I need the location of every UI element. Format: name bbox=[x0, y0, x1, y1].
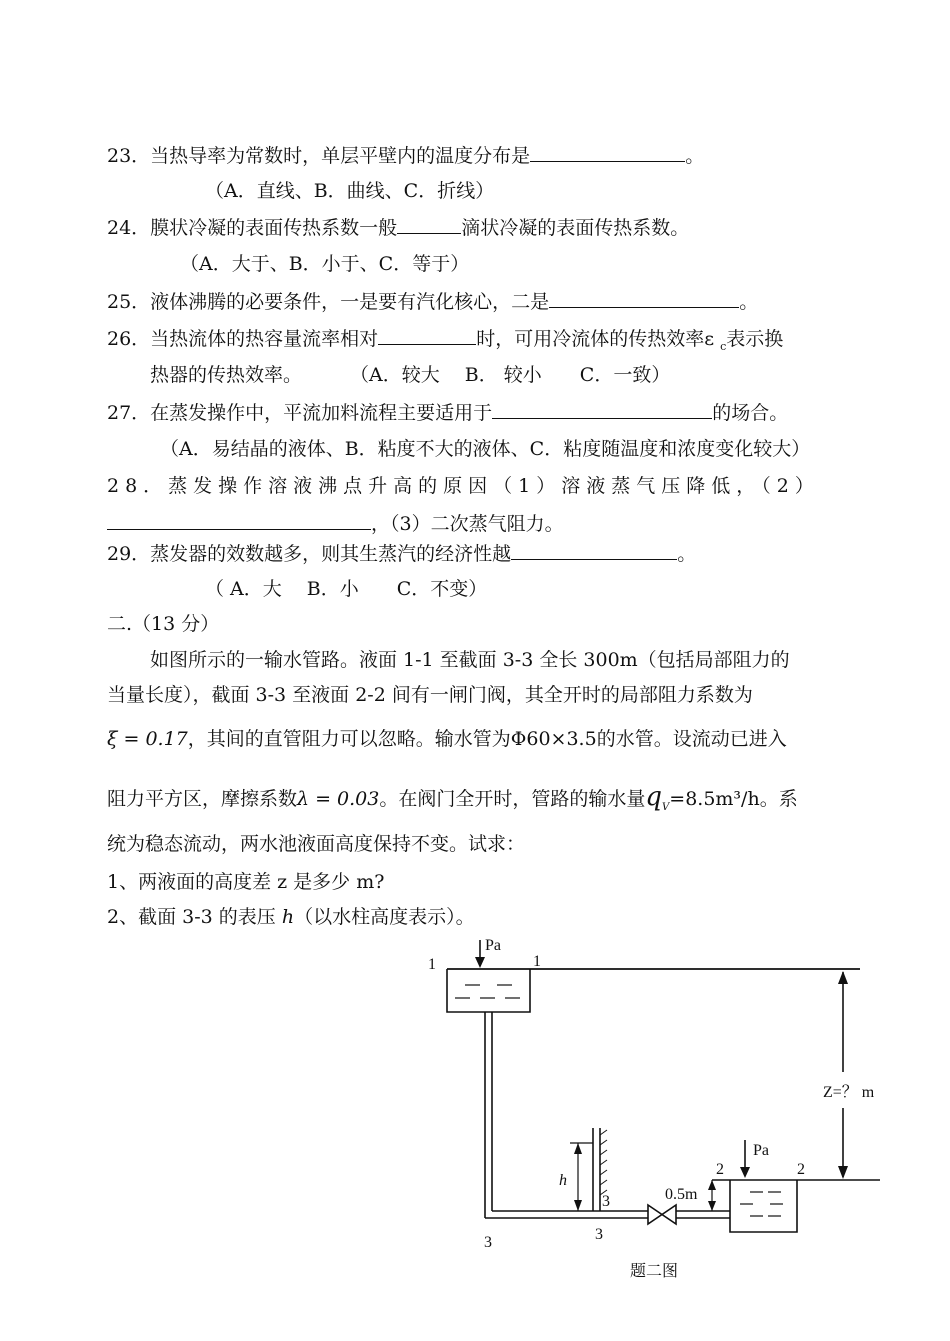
question-23-options: （A．直线、B．曲线、C．折线） bbox=[205, 180, 495, 202]
lower-tank bbox=[730, 1180, 797, 1232]
question-24-options: （A．大于、B．小于、C．等于） bbox=[180, 253, 470, 275]
section-3-pipe-label: 3 bbox=[595, 1226, 603, 1243]
z-label: Z=？ m bbox=[823, 1084, 875, 1101]
question-28: 28．蒸发操作溶液沸点升高的原因（1）溶液蒸气压降低，（2） bbox=[107, 475, 820, 497]
figure-caption: 题二图 bbox=[630, 1263, 679, 1280]
question-27-text: 27．在蒸发操作中，平流加料流程主要适用于 bbox=[107, 402, 493, 424]
question-29-options: （ A．大 B．小 C．不变） bbox=[205, 578, 488, 600]
section-1-left-label: 1 bbox=[428, 956, 436, 973]
question-23: 23．当热导率为常数时，单层平壁内的温度分布是 。 bbox=[107, 145, 705, 167]
upper-water-marks bbox=[455, 985, 520, 998]
question-26-text: 26．当热流体的热容量流率相对 bbox=[107, 328, 379, 350]
question-24-text: 24．膜状冷凝的表面传热系数一般 bbox=[107, 217, 398, 239]
problem-paragraph-4: 阻力平方区，摩擦系数λ = 0.03。在阀门全开时，管路的输水量$q_V=8.5m^3/h$。系 bbox=[107, 782, 798, 813]
lower-water-marks bbox=[740, 1192, 783, 1216]
section-3-corner-label: 3 bbox=[484, 1234, 492, 1251]
question-26-options: （A．较大 B． 较小 C．一致） bbox=[350, 364, 671, 386]
question-26: 26．当热流体的热容量流率相对 时，可用冷流体的传热效率ε $_c$表示换 bbox=[107, 328, 784, 353]
section-3-gauge-label: 3 bbox=[602, 1193, 610, 1210]
pa-right-label: Pa bbox=[753, 1142, 769, 1159]
section-2-left-label: 2 bbox=[716, 1161, 724, 1178]
question-25-text: 25．液体沸腾的必要条件，一是要有汽化核心，二是 bbox=[107, 291, 550, 313]
question-24: 24．膜状冷凝的表面传热系数一般 滴状冷凝的表面传热系数。 bbox=[107, 217, 690, 239]
upper-tank bbox=[447, 969, 530, 1012]
question-28-line2: ，（3）二次蒸气阻力。 bbox=[107, 511, 564, 536]
depth-label: 0.5m bbox=[665, 1186, 698, 1203]
pa-top-label: Pa bbox=[485, 937, 501, 954]
question-25: 25．液体沸腾的必要条件，一是要有汽化核心，二是 。 bbox=[107, 291, 759, 313]
question-2-1: 1、两液面的高度差 z 是多少 m? bbox=[107, 871, 385, 893]
question-23-text: 23．当热导率为常数时，单层平壁内的温度分布是 bbox=[107, 145, 531, 167]
problem-paragraph-5: 统为稳态流动，两水池液面高度保持不变。试求： bbox=[107, 833, 526, 855]
question-27-options: （A．易结晶的液体、B．粘度不大的液体、C．粘度随温度和浓度变化较大） bbox=[160, 438, 811, 460]
section-2-right-label: 2 bbox=[797, 1161, 805, 1178]
gate-valve bbox=[648, 1205, 676, 1224]
problem-paragraph-3: ξ = 0.17，其间的直管阻力可以忽略。输水管为Φ60×3.5的水管。设流动已进入 bbox=[107, 728, 787, 750]
section-1-right-label: 1 bbox=[533, 953, 541, 970]
problem-paragraph-2: 当量长度），截面 3-3 至液面 2-2 间有一闸门阀，其全开时的局部阻力系数为 bbox=[107, 684, 753, 706]
question-26-line2: 热器的传热效率。 （A．较大 B． 较小 C．一致） bbox=[150, 364, 671, 386]
question-2-2: 2、截面 3-3 的表压 h（以水柱高度表示）。 bbox=[107, 906, 475, 928]
manometer-hatch bbox=[600, 1130, 607, 1195]
question-29-text: 29．蒸发器的效数越多，则其生蒸汽的经济性越 bbox=[107, 543, 512, 565]
section-title: 二.（13 分） bbox=[107, 613, 220, 635]
question-29: 29．蒸发器的效数越多，则其生蒸汽的经济性越 。 bbox=[107, 543, 697, 565]
problem-paragraph-1: 如图所示的一输水管路。液面 1-1 至截面 3-3 全长 300m（包括局部阻力的 bbox=[150, 649, 790, 671]
h-label: h bbox=[559, 1172, 567, 1189]
question-27: 27．在蒸发操作中，平流加料流程主要适用于 的场合。 bbox=[107, 402, 789, 424]
